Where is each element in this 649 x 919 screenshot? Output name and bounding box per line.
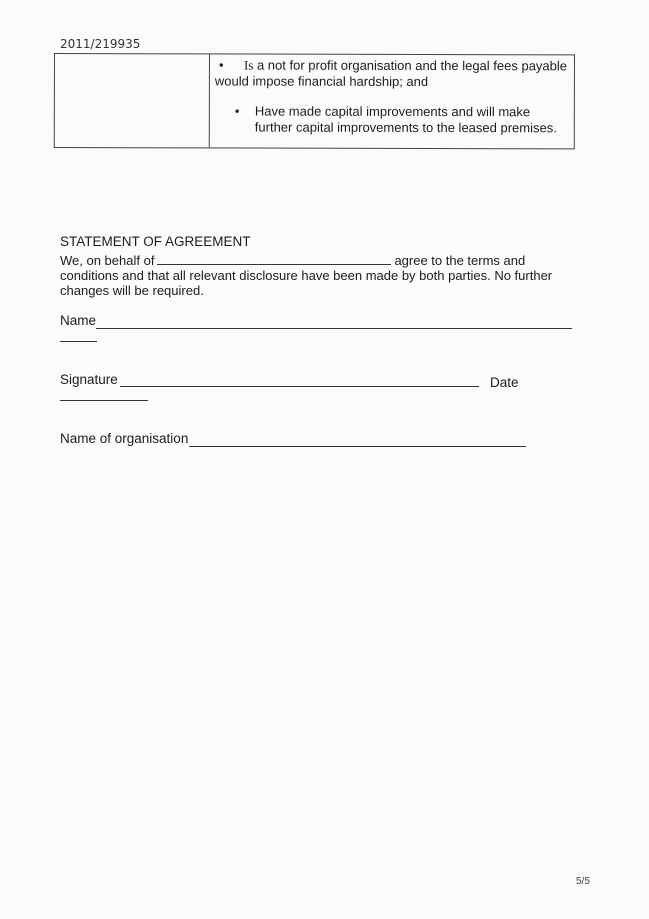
- signature-label: Signature: [60, 372, 118, 387]
- date-line[interactable]: [60, 400, 148, 401]
- bullet-first-word: Is: [243, 57, 254, 73]
- name-label: Name: [60, 313, 97, 328]
- signature-line[interactable]: [120, 386, 479, 387]
- table-cell-criteria: [215, 57, 568, 136]
- statement-prefix: We, on behalf of: [60, 253, 155, 268]
- bullet-text: Have made capital improvements and will make further capital improvements to the leased premises.: [254, 103, 557, 136]
- bullet-item-not-for-profit: [215, 57, 568, 90]
- organisation-label: Name of organisation: [60, 431, 189, 446]
- bullet-item-capital-improvements: [235, 103, 568, 136]
- bullet-icon: •: [234, 103, 240, 119]
- statement-suffix: agree to the terms and conditions and that all relevant disclosure have been made by both parties. No further changes will be required.: [60, 253, 553, 298]
- document-reference: 2011/219935: [60, 37, 141, 51]
- date-label: Date: [490, 375, 519, 390]
- bullet-icon: •: [218, 57, 224, 73]
- name-line[interactable]: [96, 328, 572, 329]
- statement-title: STATEMENT OF AGREEMENT: [60, 234, 251, 249]
- table-column-divider: [209, 54, 210, 147]
- bullet-text: a not for profit organisation and the legal fees payable would impose financial hardship; and: [214, 57, 568, 89]
- statement-body: [60, 253, 570, 298]
- organisation-line[interactable]: [189, 446, 526, 447]
- name-line-continuation[interactable]: [60, 341, 97, 342]
- criteria-table: [54, 53, 575, 149]
- on-behalf-of-blank[interactable]: [157, 253, 391, 265]
- page-number: 5/5: [576, 876, 590, 887]
